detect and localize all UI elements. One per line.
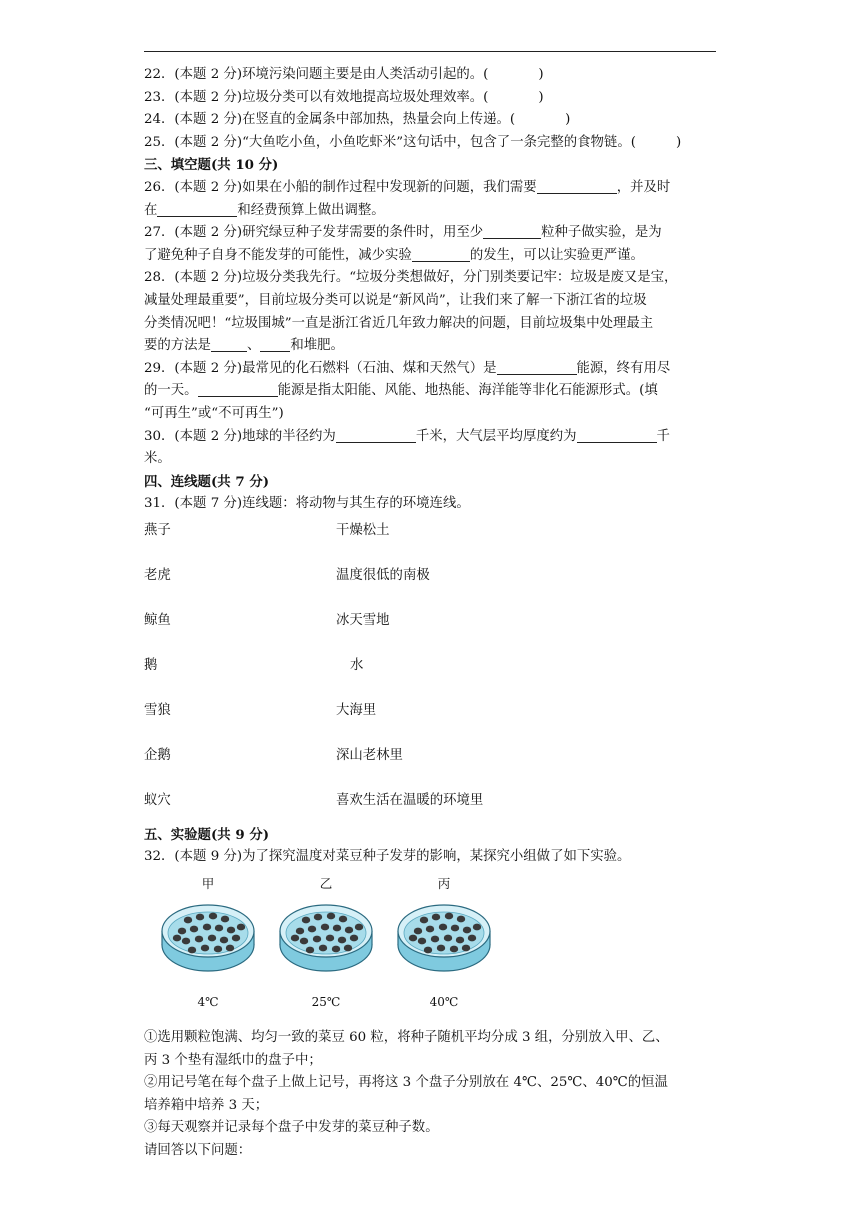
answer-blank[interactable] (497, 359, 577, 375)
answer-blank[interactable] (412, 246, 470, 262)
section-5-heading: 五、实验题(共 9 分) (144, 826, 270, 843)
answer-blank[interactable] (198, 381, 278, 397)
step-3: ③每天观察并记录每个盘子中发芽的菜豆种子数。 (144, 1120, 439, 1136)
answer-blank[interactable] (211, 336, 247, 352)
question-28-line-2: 减量处理最重要”，目前垃圾分类可以说是“新风尚”，让我们来了解一下浙江省的垃圾 (144, 292, 647, 308)
question-28-line-3: 分类情况吧！“垃圾围城”一直是浙江省近几年致力解决的问题，目前垃圾集中处理最主 (144, 315, 654, 331)
step-2-cont: 培养箱中培养 3 天； (144, 1097, 269, 1113)
question-29-cont: 的一天。 能源是指太阳能、风能、地热能、海洋能等非化石能源形式。(填 (144, 383, 658, 399)
animal-item[interactable]: 雪狼 (144, 702, 171, 718)
habitat-item[interactable]: 温度很低的南极 (336, 567, 430, 583)
step-1: ①选用颗粒饱满、均匀一致的菜豆 60 粒，将种子随机平均分成 3 组，分别放入甲、乙、 (144, 1030, 669, 1046)
habitat-item[interactable]: 深山老林里 (336, 747, 403, 763)
question-29-hint: “可再生”或“不可再生”) (144, 405, 284, 421)
question-27: 27．(本题 2 分)研究绿豆种子发芽需要的条件时，用至少 粒种子做实验，是为 (144, 225, 662, 241)
section-3-heading: 三、填空题(共 10 分) (144, 157, 279, 174)
matching-row (144, 655, 718, 700)
petri-dish-icon (394, 893, 494, 985)
dish-temperature: 4℃ (197, 995, 219, 1010)
question-22: 22．(本题 2 分)环境污染问题主要是由人类活动引起的。( ) (144, 67, 544, 82)
question-25: 25．(本题 2 分)“大鱼吃小鱼，小鱼吃虾米”这句话中，包含了一条完整的食物链。( ) (144, 134, 682, 150)
petri-dish-icon (276, 893, 376, 985)
matching-row (144, 745, 718, 790)
dish-label: 乙 (319, 876, 333, 892)
habitat-item[interactable]: 喜欢生活在温暖的环境里 (336, 792, 484, 808)
habitat-item[interactable]: 干燥松土 (336, 522, 390, 538)
question-28-line-1: 28．(本题 2 分)垃圾分类我先行。“垃圾分类想做好，分门别类要记牢：垃圾是废又是宝， (144, 270, 678, 286)
section-4-heading: 四、连线题(共 7 分) (144, 473, 270, 490)
answer-blank[interactable] (336, 427, 416, 443)
animal-item[interactable]: 燕子 (144, 522, 171, 538)
habitat-item[interactable]: 大海里 (336, 702, 377, 718)
question-30: 30．(本题 2 分)地球的半径约为 千米，大气层平均厚度约为 千 (144, 428, 670, 444)
question-26-cont: 在 和经费预算上做出调整。 (144, 202, 385, 218)
question-29: 29．(本题 2 分)最常见的化石燃料（石油、煤和天然气）是 能源，终有用尽 (144, 360, 671, 376)
question-30-cont: 米。 (144, 451, 171, 467)
answer-blank[interactable] (483, 223, 541, 239)
animal-item[interactable]: 企鹅 (144, 747, 171, 763)
matching-row (144, 790, 718, 824)
animal-item[interactable]: 鹅 (144, 657, 158, 673)
answer-blank[interactable] (577, 427, 657, 443)
question-26: 26．(本题 2 分)如果在小船的制作过程中发现新的问题，我们需要 ，并及时 (144, 179, 671, 195)
step-2: ②用记号笔在每个盘子上做上记号，再将这 3 个盘子分别放在 4℃、25℃、40℃的恒温 (144, 1075, 668, 1091)
question-28-line-4: 要的方法是 、 和堆肥。 (144, 338, 344, 354)
answer-blank[interactable] (537, 178, 617, 194)
matching-row (144, 700, 718, 745)
animal-item[interactable]: 蚁穴 (144, 792, 171, 808)
dish-temperature: 40℃ (429, 995, 459, 1010)
petri-dish-yi (276, 873, 376, 1023)
question-27-cont: 了避免种子自身不能发芽的可能性，减少实验 的发生，可以让实验更严谨。 (144, 247, 644, 263)
exam-content (144, 64, 718, 1163)
question-23: 23．(本题 2 分)垃圾分类可以有效地提高垃圾处理效率。( ) (144, 89, 544, 105)
answer-prompt: 请回答以下问题： (144, 1143, 252, 1159)
petri-dish-jia (158, 873, 258, 1023)
habitat-item[interactable]: 水 (350, 657, 364, 673)
question-31: 31．(本题 7 分)连线题：将动物与其生存的环境连线。 (144, 496, 470, 512)
answer-blank[interactable] (260, 336, 290, 352)
habitat-item[interactable]: 冰天雪地 (336, 612, 390, 628)
animal-item[interactable]: 鲸鱼 (144, 612, 171, 628)
experiment-figure (158, 873, 478, 1023)
petri-dish-icon (158, 893, 258, 985)
matching-row (144, 520, 718, 565)
matching-row (144, 610, 718, 655)
matching-list (144, 520, 718, 824)
dish-temperature: 25℃ (311, 995, 341, 1010)
petri-dish-bing (394, 873, 494, 1023)
step-1-cont: 丙 3 个垫有湿纸巾的盘子中； (144, 1052, 322, 1068)
animal-item[interactable]: 老虎 (144, 567, 171, 583)
header-rule (144, 51, 716, 52)
matching-row (144, 565, 718, 610)
question-32: 32．(本题 9 分)为了探究温度对菜豆种子发芽的影响，某探究小组做了如下实验。 (144, 849, 631, 865)
dish-label: 丙 (437, 876, 451, 892)
dish-label: 甲 (201, 876, 215, 892)
answer-blank[interactable] (157, 201, 237, 217)
question-24: 24．(本题 2 分)在竖直的金属条中部加热，热量会向上传递。( ) (144, 112, 571, 128)
